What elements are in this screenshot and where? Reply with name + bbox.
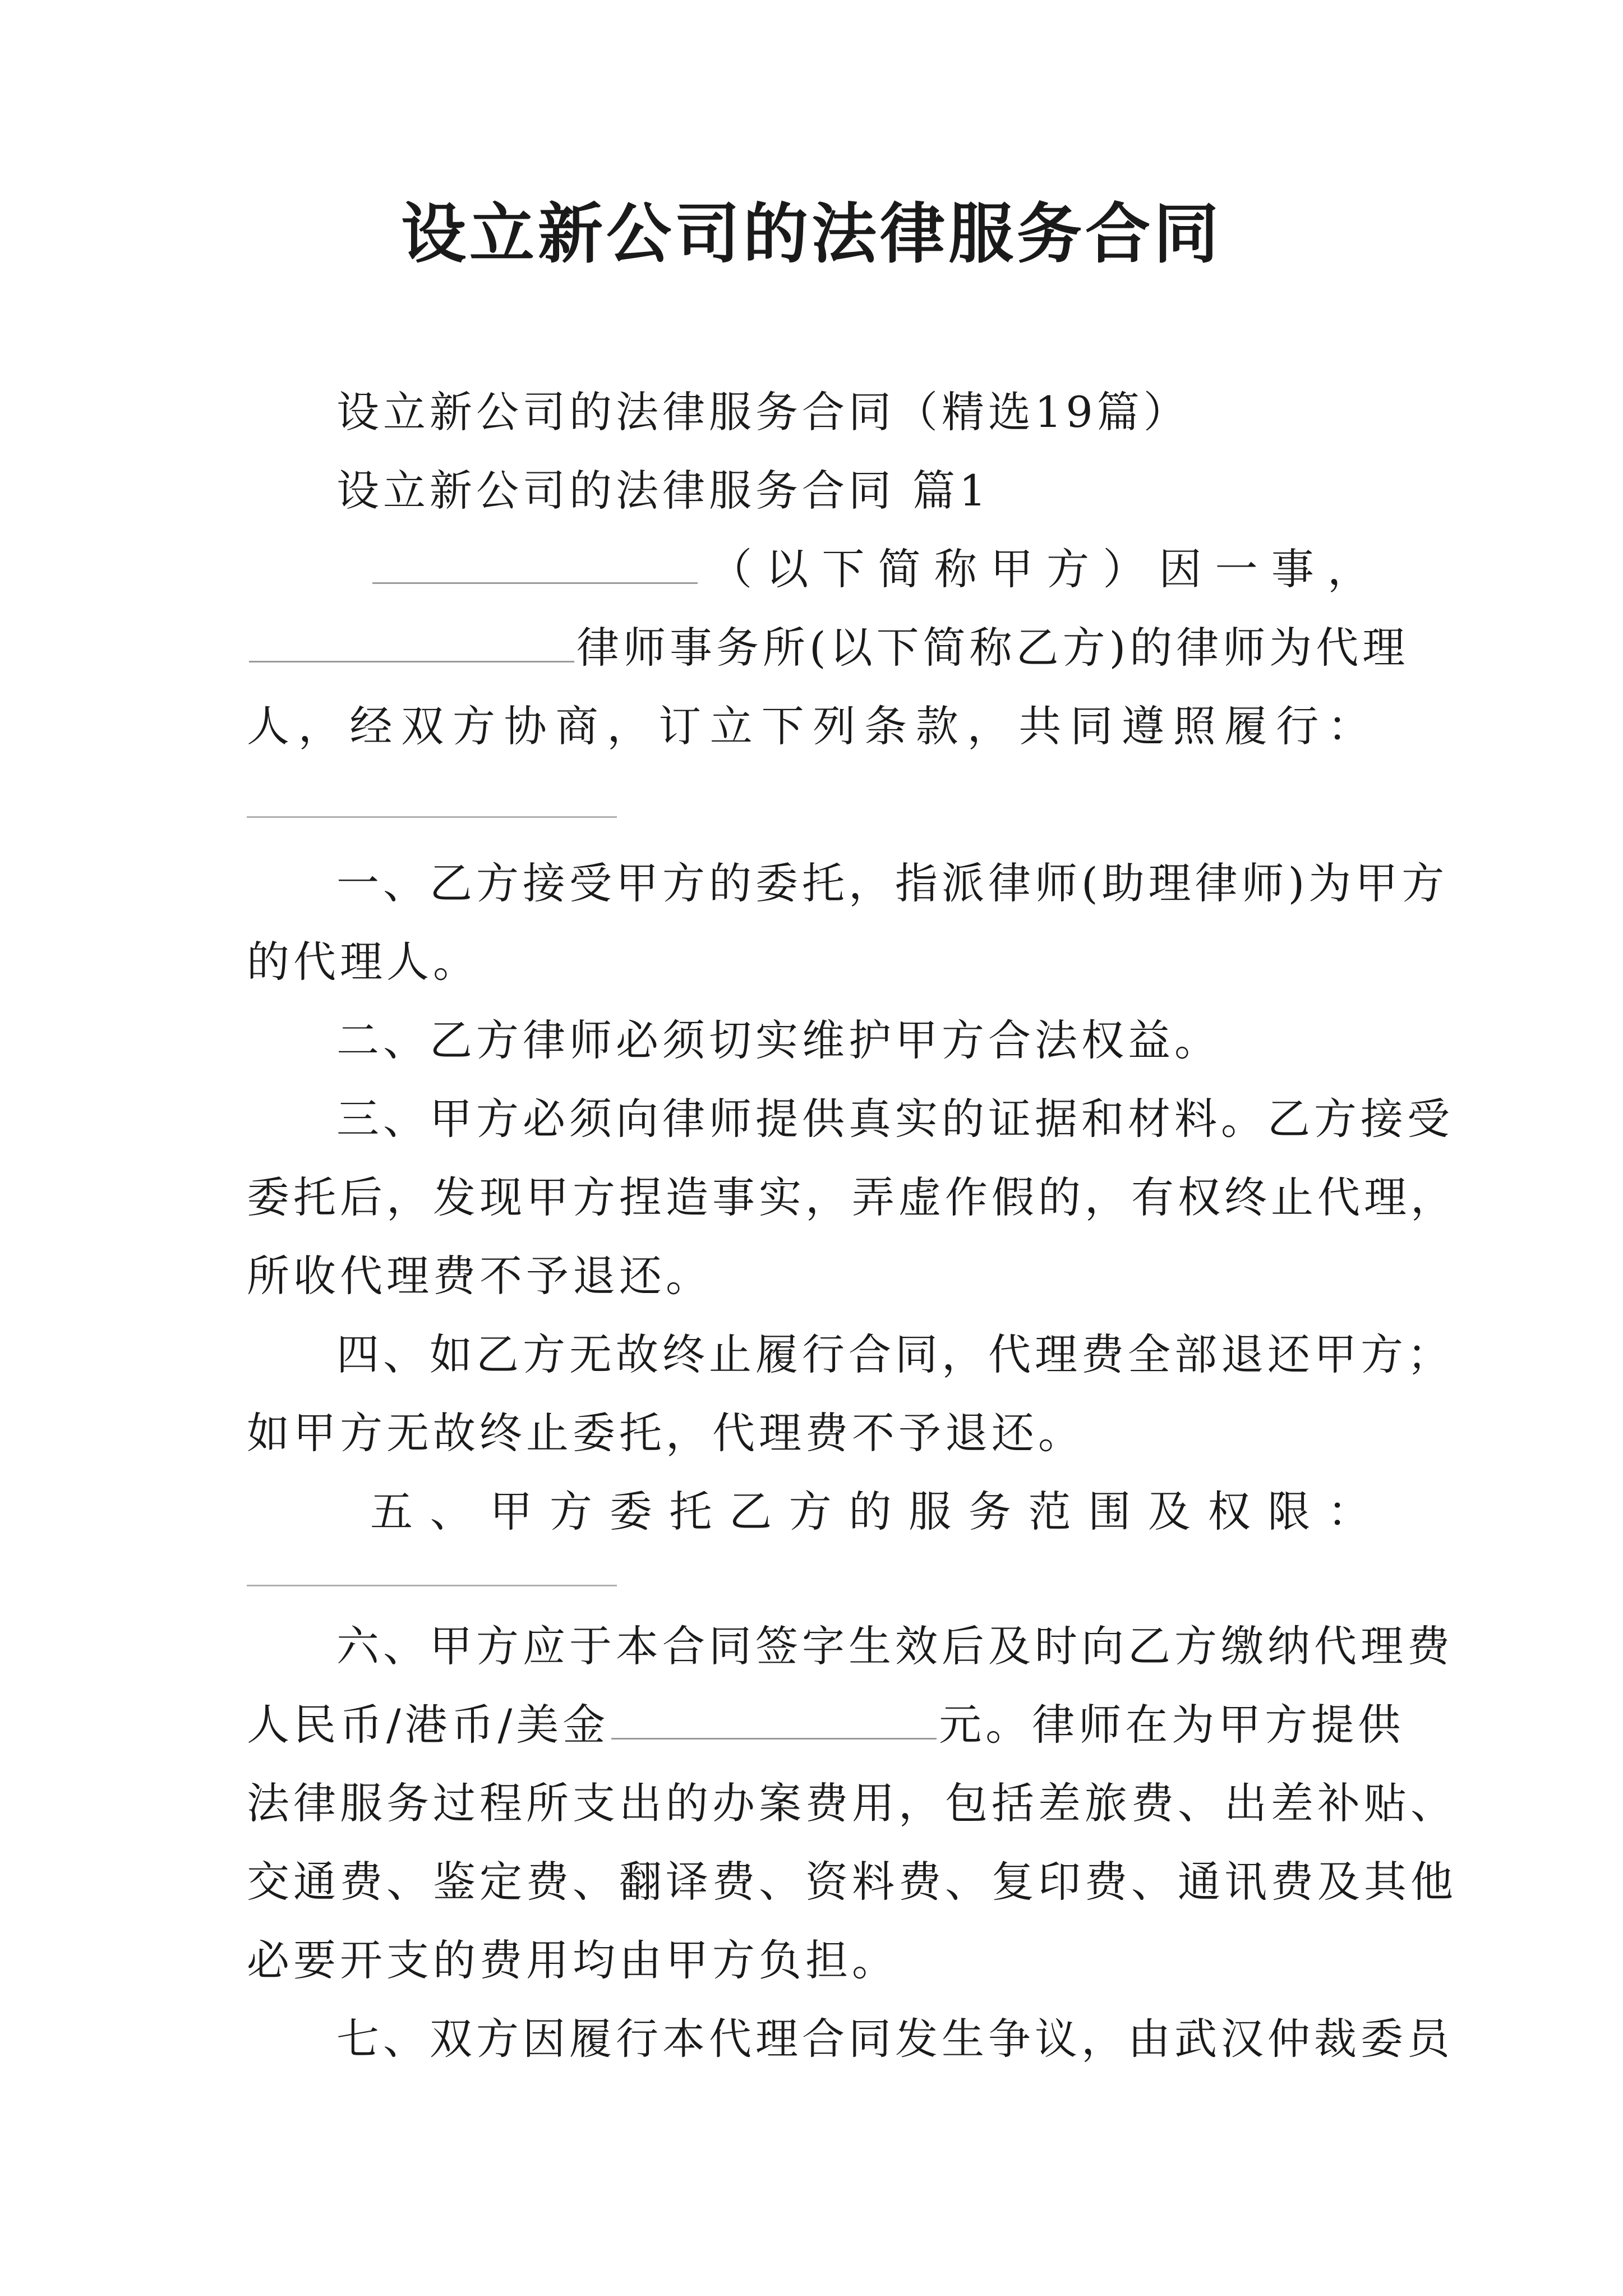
clause-6-line-2 (247, 1697, 1404, 1753)
clause-2: 二、乙方律师必须切实维护甲方合法权益。 (336, 1015, 1221, 1065)
blank-rule-1 (247, 816, 617, 818)
page-title: 设立新公司的法律服务合同 (401, 196, 1222, 272)
party-a-blank (372, 543, 698, 584)
intro-line-2 (247, 620, 1409, 676)
blank-rule-2 (247, 1585, 617, 1586)
clause-3-line-1: 三、甲方必须向律师提供真实的证据和材料。乙方接受 (336, 1094, 1454, 1144)
fee-amount-blank (611, 1699, 937, 1740)
law-firm-blank (249, 622, 574, 662)
clause-3-line-2: 委托后，发现甲方捏造事实，弄虚作假的，有权终止代理， (247, 1172, 1457, 1222)
section-heading: 设立新公司的法律服务合同 篇1 (336, 466, 990, 516)
intro-line-3: 人，经双方协商，订立下列条款，共同遵照履行： (247, 701, 1374, 751)
intro-line-1 (370, 541, 1374, 597)
clause-6-line-2-text: 元。律师在为甲方提供 (939, 1700, 1405, 1750)
clause-4-line-2: 如甲方无故终止委托，代理费不予退还。 (247, 1408, 1085, 1458)
clause-6-line-1: 六、甲方应于本合同签字生效后及时向乙方缴纳代理费 (336, 1621, 1454, 1671)
intro-line-2-text: 律师事务所(以下简称乙方)的律师为代理 (577, 623, 1409, 673)
clause-1-line-2: 的代理人。 (247, 937, 479, 987)
clause-6-line-3: 法律服务过程所支出的办案费用，包括差旅费、出差补贴、 (247, 1778, 1457, 1828)
subtitle: 设立新公司的法律服务合同（精选19篇） (336, 387, 1190, 437)
clause-5: 五、甲方委托乙方的服务范围及权限： (370, 1487, 1374, 1536)
clause-6-line-5: 必要开支的费用均由甲方负担。 (247, 1935, 898, 1985)
intro-line-1-text: （以下简称甲方）因一事， (700, 544, 1374, 594)
clause-1-line-1: 一、乙方接受甲方的委托，指派律师(助理律师)为甲方 (336, 858, 1449, 908)
clause-3-line-3: 所收代理费不予退还。 (247, 1251, 712, 1301)
clause-7-line-1: 七、双方因履行本代理合同发生争议，由武汉仲裁委员 (336, 2014, 1454, 2064)
clause-4-line-1: 四、如乙方无故终止履行合同，代理费全部退还甲方； (336, 1329, 1454, 1379)
clause-6-line-4: 交通费、鉴定费、翻译费、资料费、复印费、通讯费及其他 (247, 1857, 1457, 1907)
currency-label: 人民币/港币/美金 (247, 1700, 610, 1750)
